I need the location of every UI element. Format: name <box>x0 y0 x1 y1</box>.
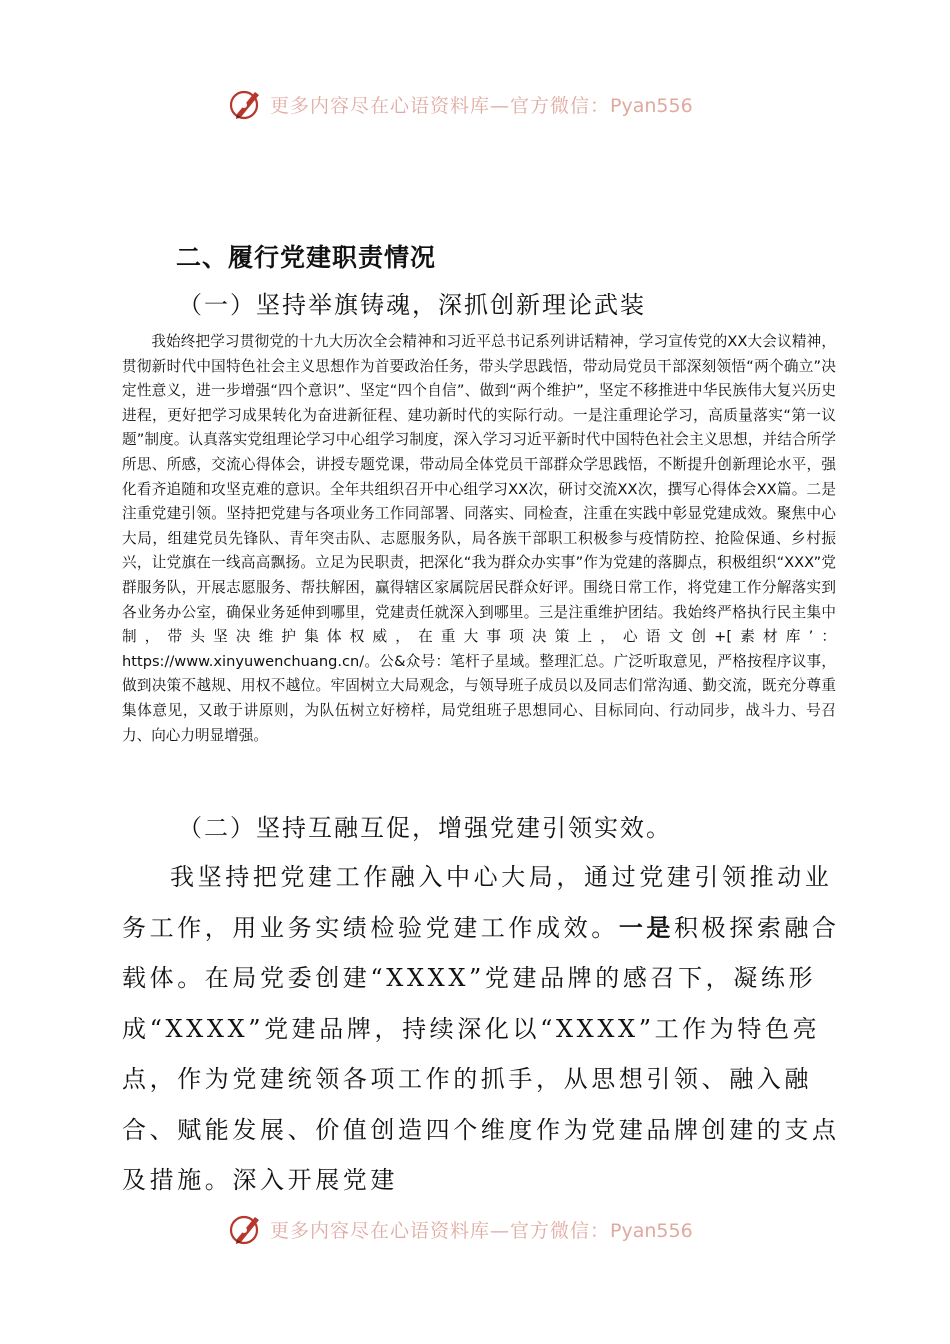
bold-marker: 一是 <box>618 913 675 942</box>
pen-logo-icon <box>228 86 264 122</box>
subsection-body-2: 我坚持把党建工作融入中心大局，通过党建引领推动业务工作，用业务实绩检验党建工作成效。一是积极探索融合载体。在局党委创建“XXXX”党建品牌的感召下，凝练形成“XXXX”党建品牌，持续深化以“XXXX”工作为特色亮点，作为党建统领各项工作的抓手，从思想引领、融入融合、赋能发展、价值创造四个维度作为党建品牌创建的支点及措施。深入开展党建 <box>122 863 840 1194</box>
wechat-id: Pyan556 <box>610 1219 693 1242</box>
section-heading: 二、履行党建职责情况 <box>176 243 437 272</box>
watermark-text: 更多内容尽在心语资料库—官方微信：Pyan556 <box>270 94 693 117</box>
subsection-body-1: 我始终把学习贯彻党的十九大历次全会精神和习近平总书记系列讲话精神，学习宣传党的XX大会议精神，贯彻新时代中国特色社会主义思想作为首要政治任务，带头学思践悟，带动局党员干部深刻领悟“两个确立”决定性意义，进一步增强“四个意识”、坚定“四个自信”、做到“两个维护”，坚定不移推进中华民族伟大复兴历史进程，更好把学习成果转化为奋进新征程、建功新时代的实际行动。一是注重理论学习，高质量落实“第一议题”制度。认真落实党组理论学习中心组学习制度，深入学习习近平新时代中国特色社会主义思想，并结合所学所思、所感，交流心得体会，讲授专题党课，带动局全体党员干部群众学思践悟，不断提升创新理论水平，强化看齐追随和攻坚克难的意识。全年共组织召开中心组学习XX次，研讨交流XX次，撰写心得体会XX篇。二是注重党建引领。坚持把党建与各项业务工作同部署、同落实、同检查，注重在实践中彰显党建成效。聚焦中心大局，组建党员先锋队、青年突击队、志愿服务队，局各族干部职工积极参与疫情防控、抢险保通、乡村振兴，让党旗在一线高高飘扬。立足为民职责，把深化“我为群众办实事”作为党建的落脚点，积极组织“XXX”党群服务队，开展志愿服务、帮扶解困，赢得辖区家属院居民群众好评。围绕日常工作，将党建工作分解落实到各业务办公室，确保业务延伸到哪里，党建责任就深入到哪里。三是注重维护团结。我始终严格执行民主集中制，带头坚决维护集体权威，在重大事项决策上，心语文创+[素材库’：https://www.xinyuwenchuang.cn/。公&众号：笔杆子星域。整理汇总。广泛听取意见，严格按程序议事，做到决策不越规、用权不越位。牢固树立大局观念，与领导班子成员以及同志们常沟通、勤交流，既充分尊重集体意见，又敢于讲原则，为队伍树立好榜样，局党组班子思想同心、目标同向、行动同步，战斗力、号召力、向心力明显增强。 <box>122 333 836 744</box>
subsection-title-2: （二）坚持互融互促，增强党建引领实效。 <box>178 814 672 842</box>
pen-logo-icon <box>228 1211 264 1247</box>
watermark-text: 更多内容尽在心语资料库—官方微信：Pyan556 <box>270 1219 693 1242</box>
footer-watermark-banner <box>228 1209 788 1249</box>
wechat-id: Pyan556 <box>610 94 693 117</box>
subsection-title-1: （一）坚持举旗铸魂，深抓创新理论武装 <box>178 291 646 319</box>
header-watermark-banner <box>228 84 788 124</box>
